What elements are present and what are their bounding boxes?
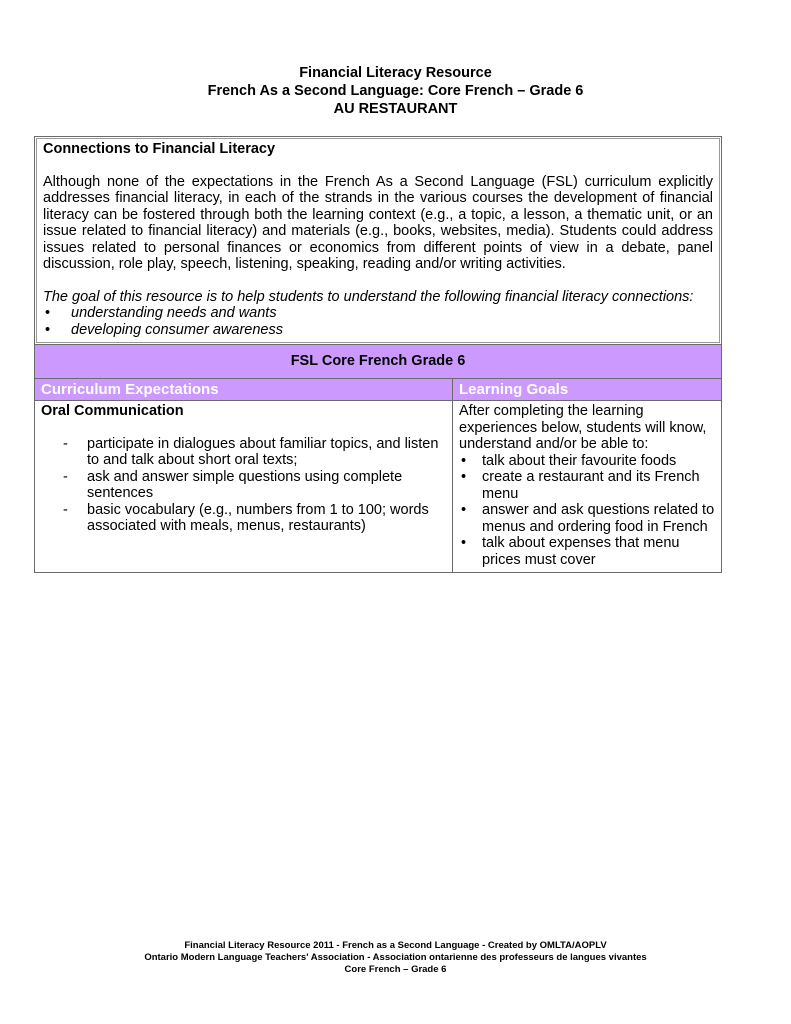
list-item: • understanding needs and wants <box>43 305 713 322</box>
connections-paragraph: Although none of the expectations in the French As a Second Language (FSL) curriculum explicitly addresses financial literacy, in each of the strands in the various courses the development of financial literacy can be fostered through both the learning context (e.g., a topic, a lesson, a thematic unit, or an issue related to financial literacy) and materials (e.g., books, websites, media). Students could address issues related to personal finances or economics from different points of view in a debate, panel discussion, role play, speech, listening, speaking, reading and/or writing activities. <box>43 173 713 272</box>
subject-title: French As a Second Language: Core French – Grade 6 <box>207 83 584 99</box>
connections-list <box>43 305 713 338</box>
list-item: • answer and ask questions related to menus and ordering food in French <box>459 502 715 535</box>
list-item: • talk about expenses that menu prices must cover <box>459 535 715 568</box>
table-title: FSL Core French Grade 6 <box>35 344 721 379</box>
page-footer <box>0 940 791 976</box>
document-header <box>0 64 791 118</box>
list-item: - basic vocabulary (e.g., numbers from 1 to 100; words associated with meals, menus, restaurants) <box>41 502 446 535</box>
learning-goals-cell <box>453 401 721 572</box>
list-item: • create a restaurant and its French menu <box>459 469 715 502</box>
lesson-title: AU RESTAURANT <box>333 101 458 117</box>
list-item: - ask and answer simple questions using complete sentences <box>41 469 446 502</box>
footer-line: Core French – Grade 6 <box>344 964 447 975</box>
content-table <box>34 136 722 573</box>
learning-goals-list <box>459 453 715 569</box>
expectations-list <box>41 436 446 535</box>
connections-title: Connections to Financial Literacy <box>43 141 276 157</box>
oral-communication-title: Oral Communication <box>41 403 184 419</box>
curriculum-expectations-header: Curriculum Expectations <box>35 379 453 400</box>
connections-section <box>36 138 720 343</box>
footer-line: Financial Literacy Resource 2011 - French as a Second Language - Created by OMLTA/AOPLV <box>184 940 607 951</box>
column-headers <box>35 379 721 401</box>
list-item: • talk about their favourite foods <box>459 453 715 470</box>
footer-line: Ontario Modern Language Teachers' Association - Association ontarienne des professeurs de langues vivantes <box>144 952 647 963</box>
learning-goals-header: Learning Goals <box>459 381 569 398</box>
table-body <box>35 401 721 572</box>
resource-title: Financial Literacy Resource <box>299 65 492 81</box>
curriculum-expectations-cell <box>35 401 453 572</box>
goal-statement: The goal of this resource is to help students to understand the following financial literacy connections: <box>43 288 694 305</box>
learning-goals-intro: After completing the learning experiences below, students will know, understand and/or be able to: <box>459 403 707 452</box>
list-item: - participate in dialogues about familiar topics, and listen to and talk about short oral texts; <box>41 436 446 469</box>
list-item: • developing consumer awareness <box>43 322 713 339</box>
